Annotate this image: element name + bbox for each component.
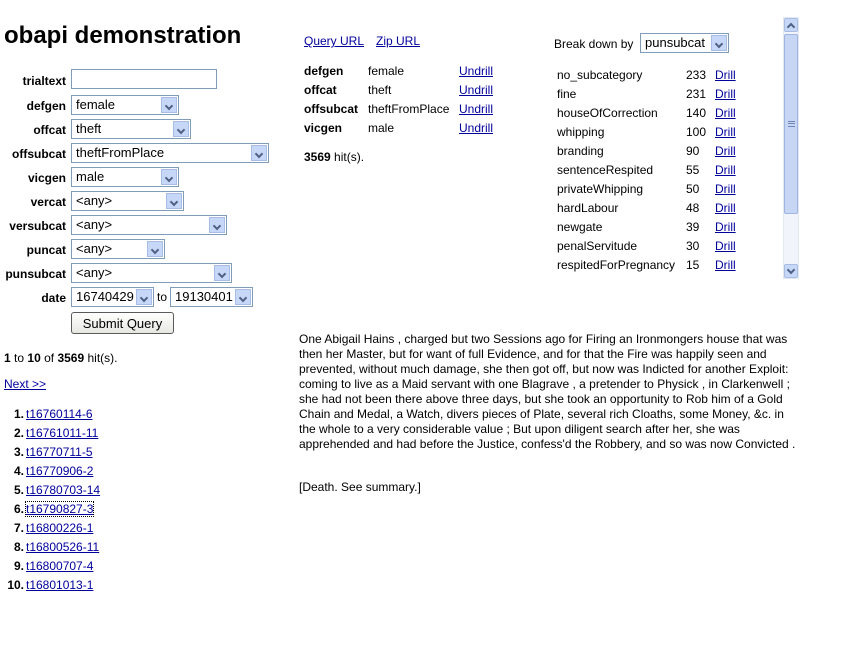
list-item xyxy=(0,405,100,424)
drill-link[interactable]: Drill xyxy=(715,106,736,120)
undrill-link[interactable]: Undrill xyxy=(459,64,494,78)
date-from-value: 16740429 xyxy=(76,289,134,304)
table-row xyxy=(304,62,493,81)
list-item xyxy=(0,538,100,557)
breakdown-name: houseOfCorrection xyxy=(557,106,658,120)
scroll-thumb[interactable] xyxy=(784,34,798,214)
chevron-down-icon[interactable] xyxy=(166,193,182,209)
filter-value: theftFromPlace xyxy=(368,102,450,116)
trial-text: One Abigail Hains , charged but two Sessions ago for Firing an Ironmongers house that was then her Master, but for want of full Evidence, and for that the Fire was happily seen and prevented, without much damage, she then got off, but now was Indicted for another Exploit: coming to live as a Maid servant with one Blagrave , a pretender to Physick , in Clarkenwell ; she had not been there above three days, but she took an opportunity to Rob him of a Gold Chain and Medal, a Watch, divers pieces of Plate, several rich Cloaths, some Money, &c. in the whole to a very considerable value ; But upon diligent search after her, she was apprehended and had before the Justice, confess'd the Robbery, and so was now Convicted . xyxy=(299,332,796,451)
breakdown-count: 90 xyxy=(686,144,700,158)
trial-link[interactable]: t16760114-6 xyxy=(26,407,93,421)
list-item xyxy=(0,557,100,576)
trialtext-input[interactable] xyxy=(71,69,217,89)
drill-link[interactable]: Drill xyxy=(715,144,736,158)
breakdown-name: branding xyxy=(557,144,604,158)
trial-link[interactable]: t16800526-11 xyxy=(26,540,100,554)
result-number: 3. xyxy=(13,445,24,459)
table-row xyxy=(304,119,493,138)
date-to-select[interactable] xyxy=(170,287,253,307)
result-number: 7. xyxy=(13,521,24,535)
trial-link[interactable]: t16770906-2 xyxy=(26,464,94,478)
results-to-word: to xyxy=(14,351,25,365)
trialtext-label: trialtext xyxy=(22,74,66,88)
breakdown-name: hardLabour xyxy=(557,201,619,215)
filter-hits-suffix: hit(s). xyxy=(334,150,365,164)
offcat-value: theft xyxy=(76,121,102,136)
result-number: 8. xyxy=(13,540,24,554)
results-of-word: of xyxy=(44,351,55,365)
defgen-label: defgen xyxy=(26,99,66,113)
trial-link[interactable]: t16770711-5 xyxy=(26,445,93,459)
chevron-down-icon[interactable] xyxy=(711,35,727,51)
date-to-value: 19130401 xyxy=(175,289,233,304)
drill-link[interactable]: Drill xyxy=(715,201,736,215)
list-item xyxy=(0,519,100,538)
chevron-down-icon[interactable] xyxy=(209,217,225,233)
trial-link-focused[interactable]: t16790827-3 xyxy=(26,502,94,516)
breakdown-count: 55 xyxy=(686,163,700,177)
filter-name: offsubcat xyxy=(304,102,358,116)
list-item xyxy=(0,576,100,595)
drill-link[interactable]: Drill xyxy=(715,87,736,101)
grip-icon xyxy=(788,121,795,127)
table-row xyxy=(557,142,736,161)
punsubcat-value: <any> xyxy=(76,265,113,280)
date-to-label: to xyxy=(157,290,168,304)
breakdown-count: 100 xyxy=(686,125,707,139)
filter-name: vicgen xyxy=(304,121,343,135)
breakdown-name: fine xyxy=(557,87,577,101)
drill-link[interactable]: Drill xyxy=(715,258,736,272)
trial-link[interactable]: t16780703-14 xyxy=(26,483,101,497)
chevron-down-icon[interactable] xyxy=(136,289,152,305)
results-start: 1 xyxy=(4,351,11,365)
scroll-down-arrow-icon[interactable] xyxy=(784,264,798,278)
breakdown-count: 30 xyxy=(686,239,700,253)
result-number: 9. xyxy=(13,559,24,573)
result-number: 4. xyxy=(13,464,24,478)
trial-link[interactable]: t16800226-1 xyxy=(26,521,94,535)
breakdown-select[interactable] xyxy=(640,33,729,53)
table-row xyxy=(304,81,493,100)
breakdown-name: whipping xyxy=(557,125,605,139)
breakdown-table xyxy=(557,66,736,275)
chevron-down-icon[interactable] xyxy=(173,121,189,137)
list-item xyxy=(0,481,100,500)
undrill-link[interactable]: Undrill xyxy=(459,102,494,116)
puncat-select[interactable] xyxy=(71,239,165,259)
breakdown-name: sentenceRespited xyxy=(557,163,654,177)
table-row xyxy=(557,199,736,218)
result-number: 5. xyxy=(13,483,24,497)
results-summary xyxy=(4,351,118,365)
offsubcat-value: theftFromPlace xyxy=(76,145,165,160)
undrill-link[interactable]: Undrill xyxy=(459,121,494,135)
table-row xyxy=(557,66,736,85)
results-suffix: hit(s). xyxy=(87,351,118,365)
drill-link[interactable]: Drill xyxy=(715,182,736,196)
chevron-down-icon[interactable] xyxy=(161,97,177,113)
page-title: obapi demonstration xyxy=(4,22,242,49)
chevron-down-icon[interactable] xyxy=(147,241,163,257)
table-row xyxy=(557,123,736,142)
vicgen-value: male xyxy=(76,169,105,184)
punsubcat-select[interactable] xyxy=(71,263,232,283)
list-item xyxy=(0,443,100,462)
filter-hits-count: 3569 xyxy=(304,150,331,164)
table-row xyxy=(557,85,736,104)
table-row xyxy=(557,180,736,199)
undrill-link[interactable]: Undrill xyxy=(459,83,494,97)
vercat-select[interactable] xyxy=(71,191,184,211)
puncat-value: <any> xyxy=(76,241,113,256)
breakdown-count: 233 xyxy=(686,68,707,82)
table-row xyxy=(557,237,736,256)
breakdown-name: newgate xyxy=(557,220,603,234)
breakdown-count: 50 xyxy=(686,182,700,196)
date-from-select[interactable] xyxy=(71,287,154,307)
chevron-down-icon[interactable] xyxy=(235,289,251,305)
offsubcat-select[interactable] xyxy=(71,143,269,163)
table-row xyxy=(557,161,736,180)
trial-link[interactable]: t16761011-11 xyxy=(26,426,99,440)
results-total: 3569 xyxy=(57,351,85,365)
vicgen-select[interactable] xyxy=(71,167,179,187)
breakdown-count: 231 xyxy=(686,87,707,101)
filter-hits xyxy=(304,150,364,164)
breakdown-value: punsubcat xyxy=(645,35,705,50)
trial-link[interactable]: t16800707-4 xyxy=(26,559,94,573)
breakdown-count: 39 xyxy=(686,220,700,234)
active-filters-table xyxy=(304,62,493,138)
chevron-down-icon[interactable] xyxy=(161,169,177,185)
versubcat-value: <any> xyxy=(76,217,113,232)
breakdown-count: 48 xyxy=(686,201,700,215)
submit-query-button[interactable]: Submit Query xyxy=(71,312,174,334)
offsubcat-label: offsubcat xyxy=(12,147,66,161)
versubcat-label: versubcat xyxy=(9,219,66,233)
defgen-select[interactable] xyxy=(71,95,179,115)
filter-name: defgen xyxy=(304,64,344,78)
scroll-up-arrow-icon[interactable] xyxy=(784,18,798,32)
drill-link[interactable]: Drill xyxy=(715,239,736,253)
breakdown-label: Break down by xyxy=(554,37,634,51)
trial-summary: [Death. See summary.] xyxy=(299,480,421,494)
defgen-value: female xyxy=(76,97,116,112)
filter-value: female xyxy=(368,64,405,78)
trial-link[interactable]: t16801013-1 xyxy=(26,578,94,592)
filter-value: theft xyxy=(368,83,392,97)
chevron-down-icon[interactable] xyxy=(214,265,230,281)
offcat-select[interactable] xyxy=(71,119,191,139)
next-page-link[interactable]: Next >> xyxy=(4,377,47,391)
punsubcat-label: punsubcat xyxy=(5,267,66,281)
offcat-label: offcat xyxy=(33,123,66,137)
drill-link[interactable]: Drill xyxy=(715,125,736,139)
table-row xyxy=(304,100,493,119)
chevron-down-icon[interactable] xyxy=(251,145,267,161)
breakdown-count: 15 xyxy=(686,258,700,272)
vercat-label: vercat xyxy=(30,195,66,209)
breakdown-name: no_subcategory xyxy=(557,68,643,82)
results-end: 10 xyxy=(27,351,41,365)
list-item xyxy=(0,500,100,519)
zip-url-link[interactable]: Zip URL xyxy=(376,34,421,48)
table-row xyxy=(557,256,736,275)
drill-link[interactable]: Drill xyxy=(715,163,736,177)
breakdown-name: penalServitude xyxy=(557,239,638,253)
result-number: 1. xyxy=(13,407,24,421)
list-item xyxy=(0,462,100,481)
filter-name: offcat xyxy=(304,83,337,97)
table-row xyxy=(557,218,736,237)
query-url-link[interactable]: Query URL xyxy=(304,34,365,48)
list-item xyxy=(0,424,100,443)
filter-value: male xyxy=(368,121,395,135)
results-list xyxy=(0,405,100,595)
result-number: 6. xyxy=(13,502,24,516)
breakdown-name: respitedForPregnancy xyxy=(557,258,676,272)
drill-link[interactable]: Drill xyxy=(715,220,736,234)
drill-link[interactable]: Drill xyxy=(715,68,736,82)
result-number: 2. xyxy=(13,426,24,440)
breakdown-scrollbar[interactable] xyxy=(783,17,799,279)
date-label: date xyxy=(41,291,66,305)
vicgen-label: vicgen xyxy=(27,171,66,185)
result-number: 10. xyxy=(7,578,24,592)
vercat-value: <any> xyxy=(76,193,113,208)
versubcat-select[interactable] xyxy=(71,215,227,235)
breakdown-count: 140 xyxy=(686,106,707,120)
puncat-label: puncat xyxy=(26,243,66,257)
table-row xyxy=(557,104,736,123)
breakdown-name: privateWhipping xyxy=(557,182,644,196)
